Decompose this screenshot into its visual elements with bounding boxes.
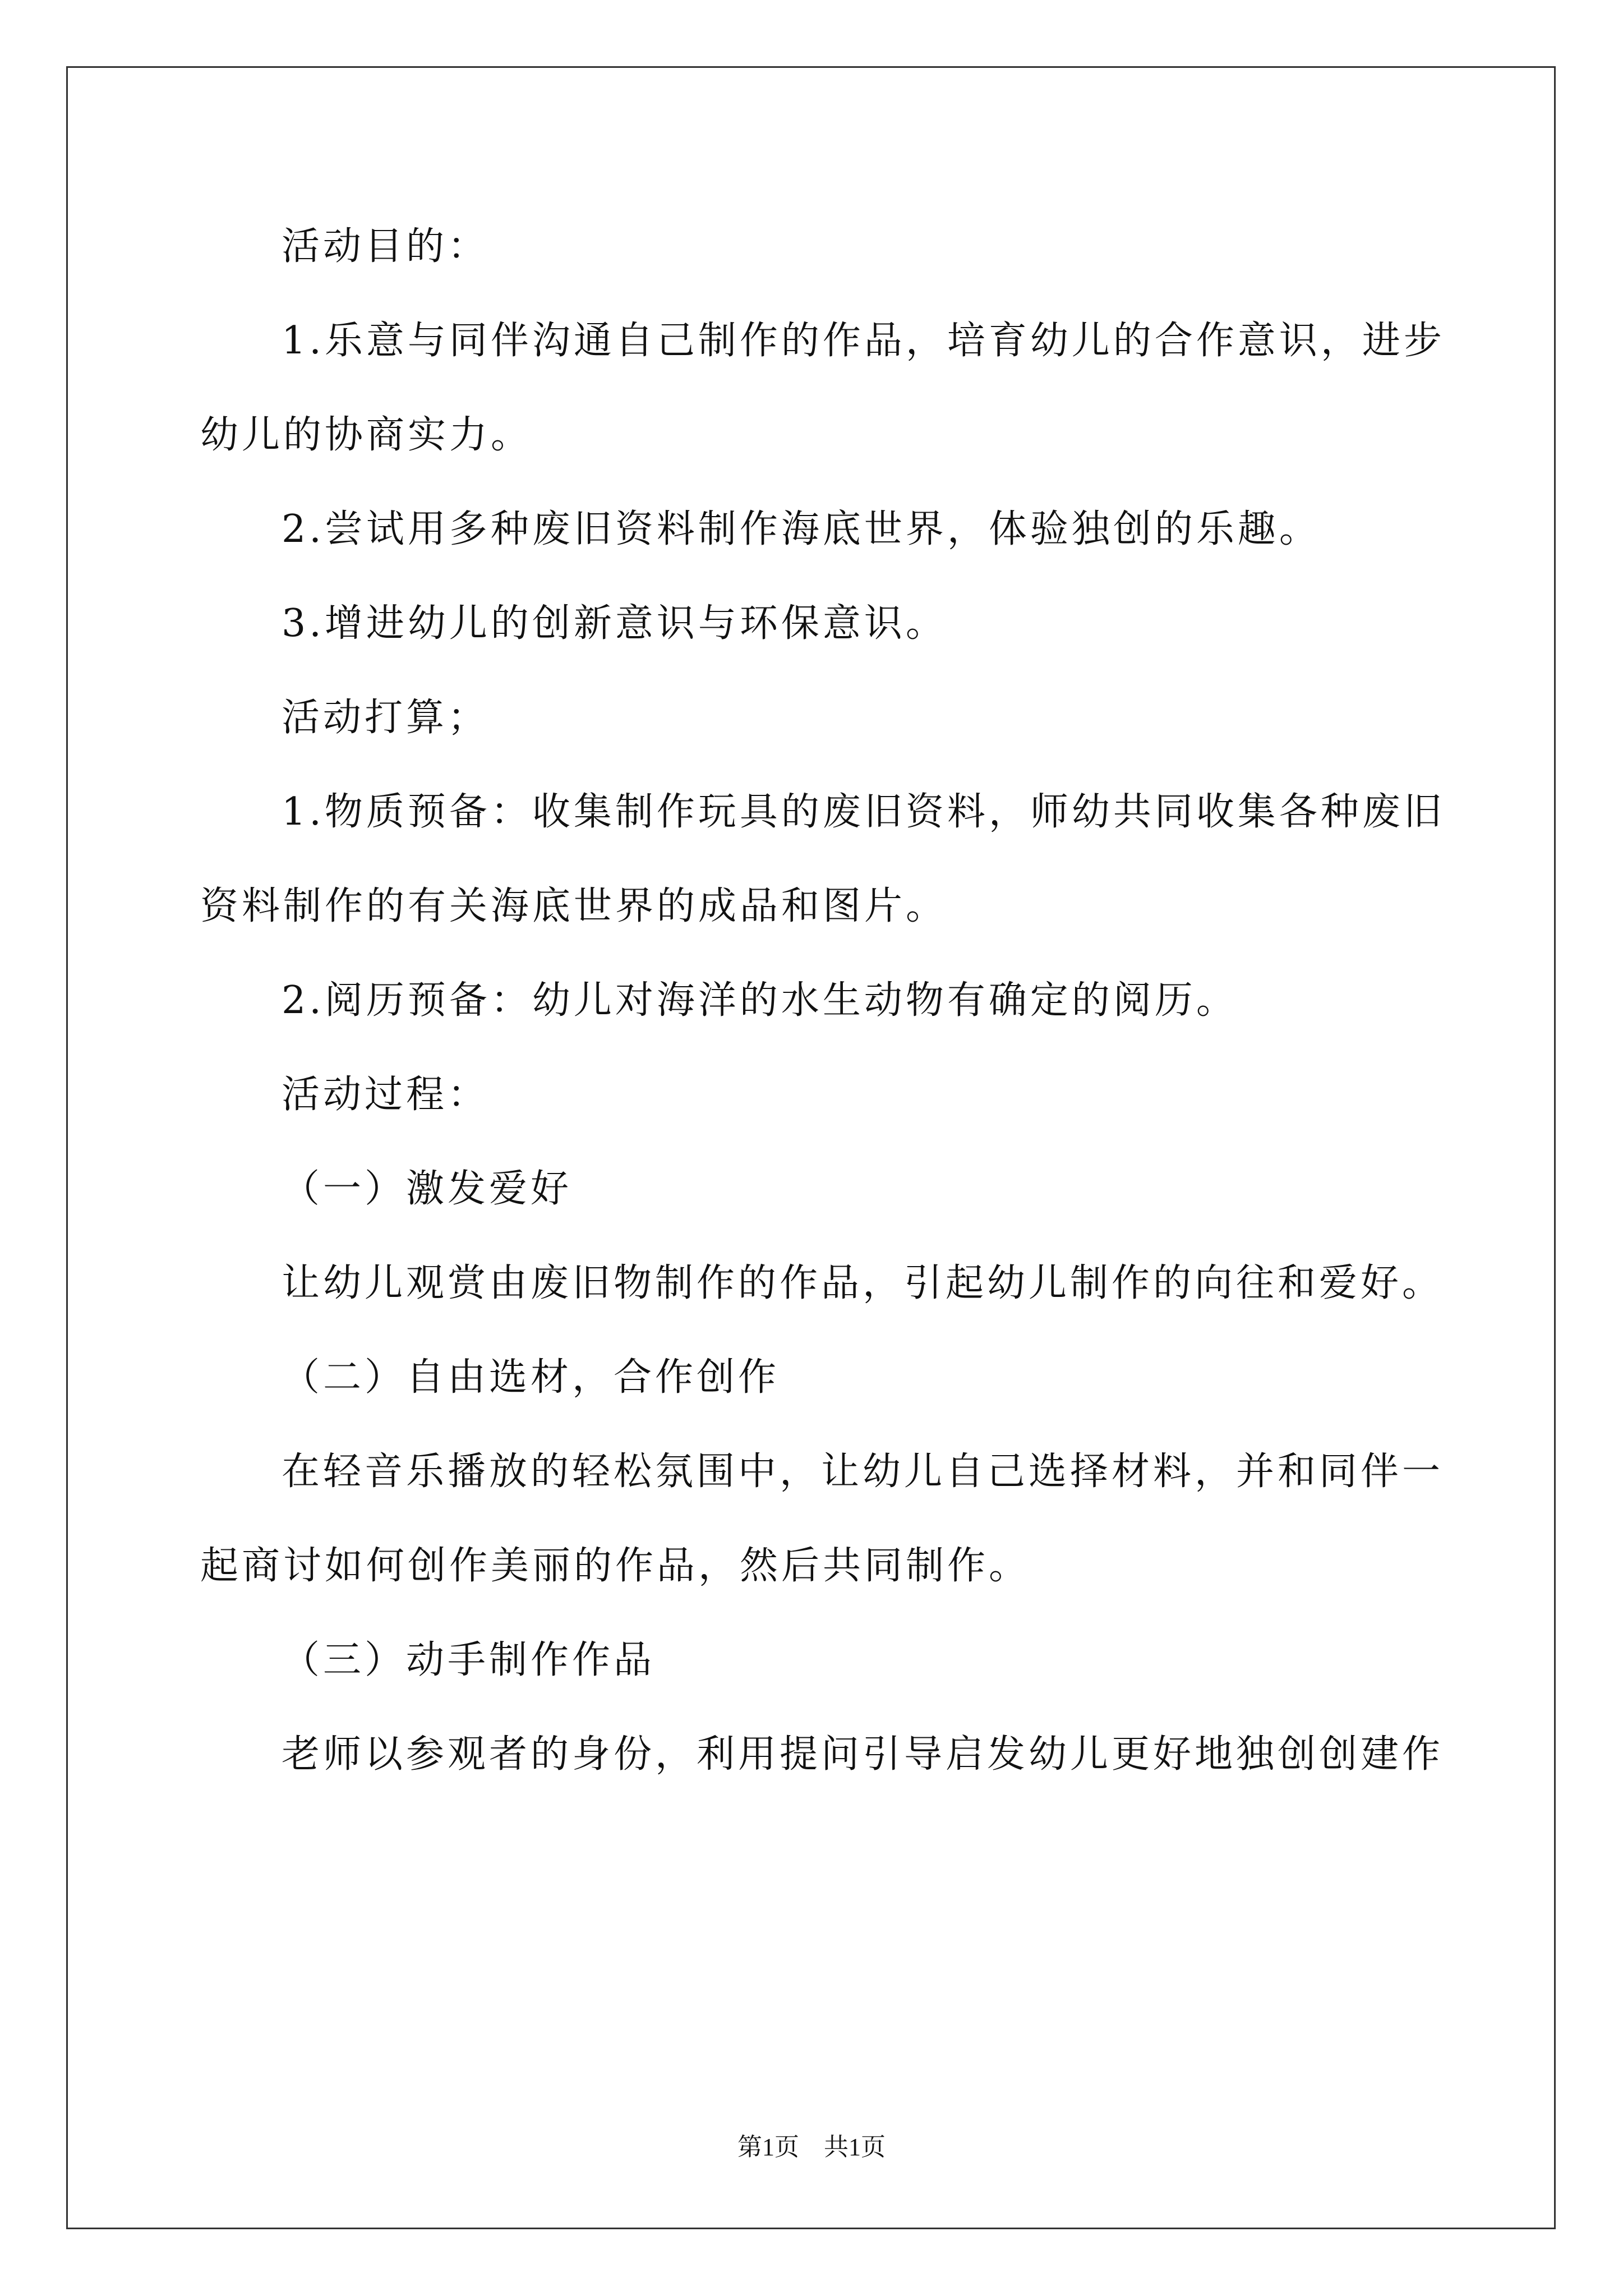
paragraph-line: 让幼儿观赏由废旧物制作的作品，引起幼儿制作的向往和爱好。 bbox=[282, 1261, 1444, 1305]
section-heading-objectives: 活动目的： bbox=[282, 224, 490, 269]
paragraph-line: 起商讨如何创作美丽的作品，然后共同制作。 bbox=[200, 1544, 1031, 1588]
paragraph-line: 在轻音乐播放的轻松氛围中，让幼儿自己选择材料，并和同伴一 bbox=[282, 1450, 1444, 1494]
paragraph-line: 老师以参观者的身份，利用提问引导启发幼儿更好地独创创建作 bbox=[282, 1732, 1444, 1777]
subheading-step-3: （三）动手制作作品 bbox=[282, 1638, 656, 1682]
paragraph-line: 3.增进幼儿的创新意识与环保意识。 bbox=[282, 601, 947, 646]
subheading-step-1: （一）激发爱好 bbox=[282, 1167, 573, 1211]
paragraph-line: 幼儿的协商实力。 bbox=[200, 413, 533, 457]
paragraph-line: 1.乐意与同伴沟通自己制作的作品，培育幼儿的合作意识，进步 bbox=[282, 319, 1445, 363]
paragraph-line: 2.阅历预备：幼儿对海洋的水生动物有确定的阅历。 bbox=[282, 978, 1238, 1023]
section-heading-preparation: 活动打算； bbox=[282, 696, 490, 740]
page-border bbox=[66, 66, 1556, 2229]
paragraph-line: 2.尝试用多种废旧资料制作海底世界，体验独创的乐趣。 bbox=[282, 507, 1321, 551]
page-number: 第1页 共1页 bbox=[737, 2133, 886, 2161]
paragraph-line: 资料制作的有关海底世界的成品和图片。 bbox=[200, 884, 948, 928]
section-heading-process: 活动过程： bbox=[282, 1073, 490, 1117]
subheading-step-2: （二）自由选材，合作创作 bbox=[282, 1355, 780, 1400]
paragraph-line: 1.物质预备：收集制作玩具的废旧资料，师幼共同收集各种废旧 bbox=[282, 790, 1445, 834]
